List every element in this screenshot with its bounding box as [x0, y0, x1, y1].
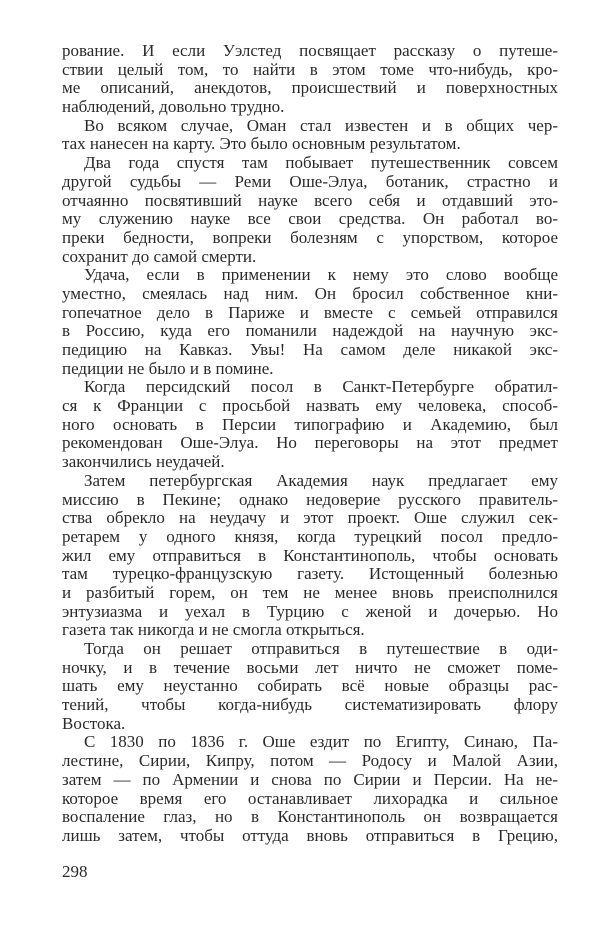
text-line: лестине, Сирии, Кипру, потом — Родосу и Малой Азии, [62, 751, 558, 771]
text-line: С 1830 по 1836 г. Оше ездит по Египту, Синаю, Па- [84, 732, 558, 752]
paragraph [62, 472, 558, 640]
text-line: Удача, если в применении к нему это слово вообще [84, 265, 558, 285]
text-line: Тогда он решает отправиться в путешествие в оди- [84, 639, 558, 658]
text-line: гопечатное дело в Париже и вместе с семьей отправился [62, 302, 558, 322]
text-line: ствии целый том, то найти в этом томе что-нибудь, кро- [62, 59, 558, 79]
paragraph [62, 640, 558, 733]
text-line: шать ему неустанно собирать всё новые образцы рас- [62, 676, 558, 696]
text-line: в Россию, куда его поманили надеждой на научную экс- [62, 321, 558, 341]
text-line: уместно, смеялась над ним. Он бросил собственное кни- [62, 283, 558, 303]
text-line: Затем петербургская Академия наук предлагает ему [84, 470, 558, 490]
text-line: сохранит до самой смерти. [62, 246, 257, 266]
text-line: и разбитый горем, он тем не менее вновь преисполнился [62, 582, 558, 602]
paragraph [62, 42, 558, 117]
text-line: Когда персидский посол в Санкт-Петербурге обратил- [84, 377, 558, 397]
page-body [62, 42, 558, 846]
text-line: воспаление глаз, но в Константинополь он возвращается [62, 807, 558, 827]
text-line: которое время его останавливает лихорадка и сильное [62, 788, 558, 808]
text-line: тах нанесен на карту. Это было основным результатом. [62, 134, 461, 154]
text-line: жил ему отправиться в Константинополь, чтобы основать [62, 545, 558, 565]
text-line: там турецко-французскую газету. Истощенный болезнью [62, 564, 558, 584]
text-line: ночку, и в течение восьми лет ничто не сможет поме- [62, 657, 558, 677]
text-line: тений, чтобы когда-нибудь систематизировать флору [62, 695, 558, 715]
text-line: ства обрекло на неудачу и этот проект. Оше служил сек- [62, 508, 558, 528]
paragraph [62, 266, 558, 378]
text-line: Во всяком случае, Оман стал известен и в общих чер- [84, 115, 558, 135]
paragraph [62, 733, 558, 845]
paragraph [62, 378, 558, 471]
text-line: педицию на Кавказ. Увы! На самом деле никакой экс- [62, 340, 558, 359]
page-number: 298 [62, 862, 88, 881]
text-line: отчаянно посвятивший науке всего себя и отдавший это- [62, 190, 558, 210]
text-line: рекомендован Оше-Элуа. Но переговоры на этот предмет [62, 433, 558, 453]
text-line: лишь затем, чтобы оттуда вновь отправиться в Грецию, [62, 825, 558, 845]
text-line: другой судьбы — Реми Оше-Элуа, ботаник, страстно и [62, 171, 558, 191]
text-line: преки бедности, вопреки болезням с упорством, которое [62, 227, 558, 247]
text-line: ся к Франции с просьбой назвать ему человека, способ- [62, 396, 558, 416]
text-line: закончились неудачей. [62, 452, 225, 472]
text-line: Два года спустя там побывает путешественник совсем [84, 153, 558, 173]
text-line: рование. И если Уэлстед посвящает рассказу о путеше- [62, 41, 558, 60]
text-line: миссию в Пекине; однако недоверие русского правитель- [62, 489, 558, 509]
text-line: газета так никогда и не смогла открыться. [62, 620, 365, 640]
text-line: энтузиазма и уехал в Турцию с женой и дочерью. Но [62, 601, 558, 621]
text-line: затем — по Армении и снова по Сирии и Персии. На не- [62, 769, 558, 789]
text-line: Востока. [62, 713, 126, 733]
text-line: ного основать в Персии типографию и Академию, был [62, 414, 558, 434]
text-line: ретарем у одного князя, когда турецкий посол предло- [62, 526, 558, 546]
text-line: педиции не было и в помине. [62, 358, 274, 378]
paragraph [62, 154, 558, 266]
text-line: наблюдений, довольно трудно. [62, 97, 285, 117]
text-line: му служению науке все свои средства. Он работал во- [62, 209, 558, 229]
text-line: ме описаний, анекдотов, происшествий и поверхностных [62, 78, 558, 98]
paragraph [62, 117, 558, 154]
